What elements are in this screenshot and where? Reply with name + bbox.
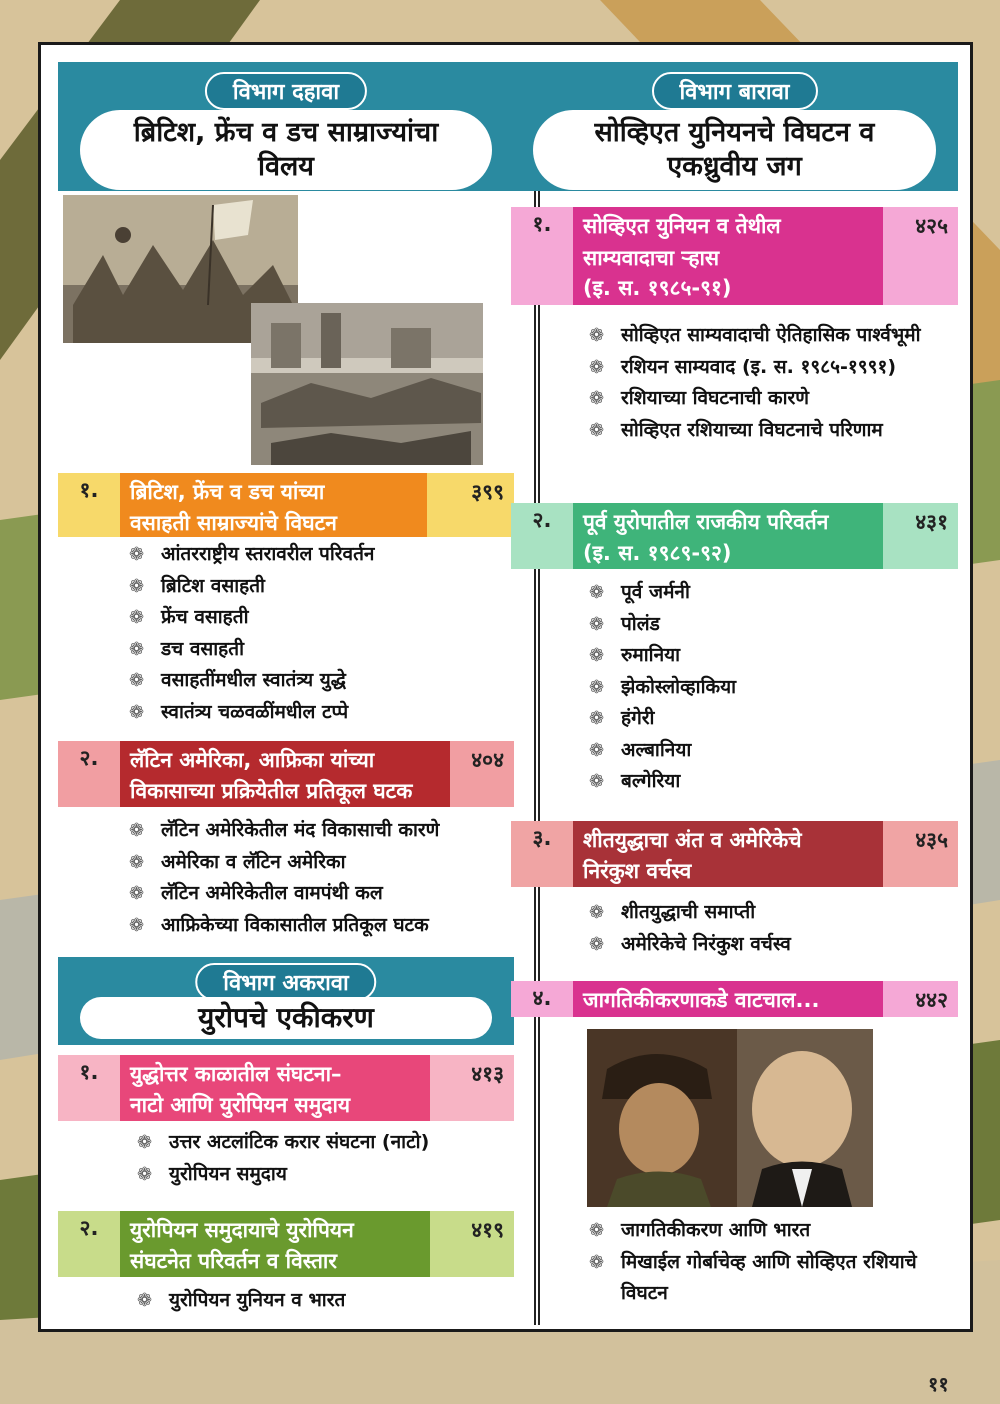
topic12-1-number: १. bbox=[532, 212, 552, 236]
topic12-2-page: ४३१ bbox=[915, 510, 948, 534]
topic10-2-list bbox=[129, 815, 519, 941]
section10-title: ब्रिटिश, फ्रेंच व डच साम्राज्यांचा विलय bbox=[80, 110, 492, 190]
war-ruins-photo bbox=[251, 303, 483, 465]
topic12-2-list bbox=[589, 577, 949, 798]
list-item: ❁ शीतयुद्धाची समाप्ती bbox=[589, 897, 949, 929]
topic12-1-list bbox=[589, 320, 949, 446]
section10-header bbox=[58, 62, 514, 191]
section10-label: विभाग दहावा bbox=[205, 72, 367, 110]
topic12-3-list bbox=[589, 897, 949, 960]
flower-bullet-icon: ❁ bbox=[589, 1251, 605, 1273]
list-item: ❁ आफ्रिकेच्या विकासातील प्रतिकूल घटक bbox=[129, 910, 519, 942]
topic11-2-title: युरोपियन समुदायाचे युरोपियन संघटनेत परिवर्तन व विस्तार bbox=[120, 1211, 430, 1277]
topic12-3-title: शीतयुद्धाचा अंत व अमेरिकेचे निरंकुश वर्चस्व bbox=[573, 821, 883, 887]
flower-bullet-icon: ❁ bbox=[129, 914, 145, 936]
topic12-3-bar[interactable] bbox=[511, 821, 958, 887]
page-number: ११ bbox=[928, 1372, 949, 1396]
topic10-2-bar[interactable] bbox=[58, 741, 514, 807]
list-item: ❁ ब्रिटिश वसाहती bbox=[129, 571, 509, 603]
topic12-1-page: ४२५ bbox=[915, 214, 948, 238]
topic11-2-page: ४१९ bbox=[471, 1218, 504, 1242]
flower-bullet-icon: ❁ bbox=[589, 771, 605, 792]
list-item: ❁ पूर्व जर्मनी bbox=[589, 577, 949, 609]
section12-header bbox=[511, 62, 958, 191]
flower-bullet-icon: ❁ bbox=[589, 356, 605, 378]
section12-label: विभाग बारावा bbox=[651, 72, 817, 110]
flower-bullet-icon: ❁ bbox=[129, 607, 145, 628]
leaders-portrait-photo bbox=[587, 1029, 873, 1207]
topic12-3-page: ४३५ bbox=[915, 828, 948, 852]
list-item: ❁ रुमानिया bbox=[589, 640, 949, 672]
list-item: ❁ लॅटिन अमेरिकेतील वामपंथी कल bbox=[129, 878, 519, 910]
list-item: ❁ सोव्हिएत रशियाच्या विघटनाचे परिणाम bbox=[589, 415, 949, 447]
topic10-2-title: लॅटिन अमेरिका, आफ्रिका यांच्या विकासाच्या प्रक्रियेतील प्रतिकूल घटक bbox=[120, 741, 450, 807]
topic10-1-page: ३९९ bbox=[471, 480, 504, 504]
topic11-1-list bbox=[137, 1127, 517, 1190]
topic10-2-page: ४०४ bbox=[471, 748, 504, 772]
flower-bullet-icon: ❁ bbox=[589, 582, 605, 603]
topic11-1-title: युद्धोत्तर काळातील संघटना– नाटो आणि युरोपियन समुदाय bbox=[120, 1055, 430, 1121]
topic12-2-number: २. bbox=[532, 508, 552, 532]
list-item: ❁ बल्गेरिया bbox=[589, 766, 949, 798]
flower-bullet-icon: ❁ bbox=[129, 820, 145, 841]
topic11-1-page: ४१३ bbox=[471, 1062, 504, 1086]
topic12-4-page: ४४२ bbox=[915, 988, 948, 1012]
flower-bullet-icon: ❁ bbox=[129, 670, 145, 691]
flower-bullet-icon: ❁ bbox=[589, 902, 605, 923]
list-item: ❁ डच वसाहती bbox=[129, 634, 509, 666]
flower-bullet-icon: ❁ bbox=[589, 325, 605, 346]
list-item: ❁ फ्रेंच वसाहती bbox=[129, 602, 509, 634]
flower-bullet-icon: ❁ bbox=[137, 1163, 153, 1185]
list-item: ❁ पोलंड bbox=[589, 609, 949, 641]
list-item: ❁ जागतिकीकरण आणि भारत bbox=[589, 1215, 949, 1247]
list-item: ❁ आंतरराष्ट्रीय स्तरावरील परिवर्तन bbox=[129, 539, 509, 571]
flower-bullet-icon: ❁ bbox=[589, 676, 605, 698]
list-item: ❁ रशियन साम्यवाद (इ. स. १९८५-१९९१) bbox=[589, 352, 949, 384]
topic11-2-list bbox=[137, 1285, 517, 1317]
topic12-1-title: सोव्हिएत युनियन व तेथील साम्यवादाचा ऱ्हास (इ. स. १९८५-९१) bbox=[573, 207, 883, 305]
flower-bullet-icon: ❁ bbox=[129, 883, 145, 904]
list-item: ❁ स्वातंत्र्य चळवळींमधील टप्पे bbox=[129, 697, 509, 729]
list-item: ❁ रशियाच्या विघटनाची कारणे bbox=[589, 383, 949, 415]
flower-bullet-icon: ❁ bbox=[589, 613, 605, 635]
flower-bullet-icon: ❁ bbox=[589, 388, 605, 409]
flower-bullet-icon: ❁ bbox=[589, 708, 605, 729]
flower-bullet-icon: ❁ bbox=[589, 419, 605, 441]
topic10-1-number: १. bbox=[79, 478, 99, 502]
list-item: ❁ मिखाईल गोर्बाचेव्ह आणि सोव्हिएत रशियाचे विघटन bbox=[589, 1247, 949, 1310]
flower-bullet-icon: ❁ bbox=[129, 575, 145, 597]
section11-label: विभाग अकरावा bbox=[195, 963, 376, 1001]
topic11-1-number: १. bbox=[79, 1060, 99, 1084]
list-item: ❁ अल्बानिया bbox=[589, 735, 949, 767]
content-page bbox=[38, 42, 973, 1332]
list-item: ❁ युरोपियन समुदाय bbox=[137, 1159, 517, 1191]
section11-header bbox=[58, 957, 514, 1045]
section12-title: सोव्हिएत युनियनचे विघटन व एकध्रुवीय जग bbox=[533, 110, 936, 190]
flower-bullet-icon: ❁ bbox=[129, 851, 145, 873]
section11-title: युरोपचे एकीकरण bbox=[80, 997, 492, 1039]
flower-bullet-icon: ❁ bbox=[589, 739, 605, 761]
topic11-1-bar[interactable] bbox=[58, 1055, 514, 1121]
topic12-4-number: ४. bbox=[532, 986, 552, 1010]
topic11-2-number: २. bbox=[79, 1216, 99, 1240]
flower-bullet-icon: ❁ bbox=[137, 1132, 153, 1153]
topic12-2-title: पूर्व युरोपातील राजकीय परिवर्तन (इ. स. १९८९-९२) bbox=[573, 503, 883, 569]
topic12-3-number: ३. bbox=[532, 826, 552, 850]
list-item: ❁ अमेरिका व लॅटिन अमेरिका bbox=[129, 847, 519, 879]
topic11-2-bar[interactable] bbox=[58, 1211, 514, 1277]
flower-bullet-icon: ❁ bbox=[129, 544, 145, 565]
list-item: ❁ वसाहतींमधील स्वातंत्र्य युद्धे bbox=[129, 665, 509, 697]
list-item: ❁ उत्तर अटलांटिक करार संघटना (नाटो) bbox=[137, 1127, 517, 1159]
flower-bullet-icon: ❁ bbox=[589, 645, 605, 666]
flower-bullet-icon: ❁ bbox=[589, 933, 605, 955]
flower-bullet-icon: ❁ bbox=[589, 1220, 605, 1241]
flower-bullet-icon: ❁ bbox=[129, 638, 145, 660]
list-item: ❁ झेकोस्लोव्हाकिया bbox=[589, 672, 949, 704]
topic10-1-bar[interactable] bbox=[58, 473, 514, 537]
flower-bullet-icon: ❁ bbox=[129, 701, 145, 723]
topic12-1-bar[interactable] bbox=[511, 207, 958, 305]
topic10-1-title: ब्रिटिश, फ्रेंच व डच यांच्या वसाहती साम्राज्यांचे विघटन bbox=[120, 473, 427, 537]
topic10-1-list bbox=[129, 539, 509, 728]
topic12-2-bar[interactable] bbox=[511, 503, 958, 569]
topic12-4-bar[interactable] bbox=[511, 981, 958, 1017]
topic10-2-number: २. bbox=[79, 746, 99, 770]
list-item: ❁ लॅटिन अमेरिकेतील मंद विकासाची कारणे bbox=[129, 815, 519, 847]
list-item: ❁ सोव्हिएत साम्यवादाची ऐतिहासिक पार्श्वभूमी bbox=[589, 320, 949, 352]
list-item: ❁ अमेरिकेचे निरंकुश वर्चस्व bbox=[589, 929, 949, 961]
flower-bullet-icon: ❁ bbox=[137, 1290, 153, 1311]
topic12-4-title: जागतिकीकरणाकडे वाटचाल... bbox=[573, 981, 883, 1017]
topic12-4-list bbox=[589, 1215, 949, 1310]
list-item: ❁ हंगेरी bbox=[589, 703, 949, 735]
list-item: ❁ युरोपियन युनियन व भारत bbox=[137, 1285, 517, 1317]
